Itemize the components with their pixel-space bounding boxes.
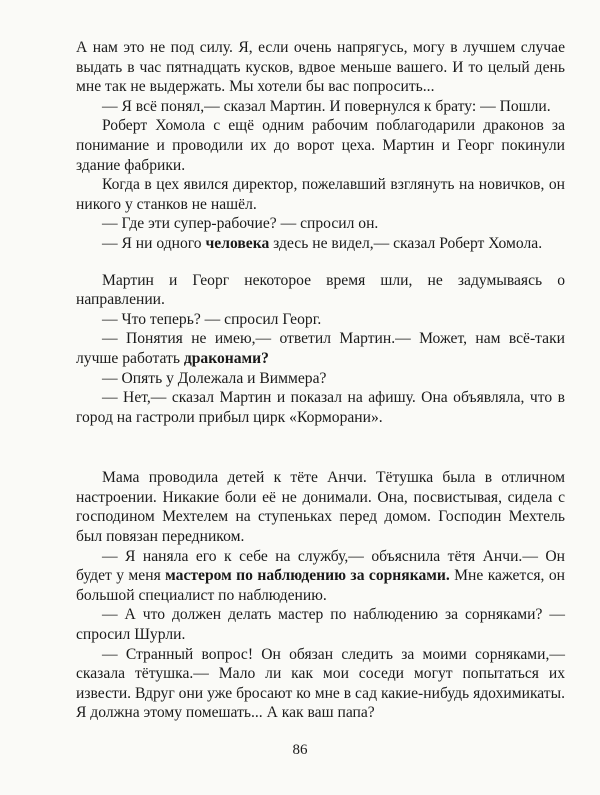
text-run: Мама проводила детей к тёте Анчи. Тётушка была в отличном настроении. Никакие боли её не донимали. Она, посвистывая, сидела с господином Мехтелем на ступеньках перед домом. Господин Мехтель был повязан передником. [76, 469, 565, 546]
paragraph-p8 [76, 310, 565, 330]
bold-text: драконами? [183, 349, 269, 367]
text-run: Роберт Хомола с ещё одним рабочим поблагодарили драконов за понимание и проводили их до ворот цеха. Мартин и Георг покинули здание фабрики. [76, 117, 565, 174]
text-run: — А что должен делать мастер по наблюдению за сорняками? — спросил Шурли. [76, 606, 565, 644]
paragraph-p2 [76, 97, 565, 117]
section-break [76, 427, 565, 468]
page-text [76, 38, 565, 723]
paragraph-p15 [76, 645, 565, 723]
bold-text: мастером по наблюдению за сорняками. [165, 567, 450, 585]
section-break [76, 254, 565, 271]
paragraph-p13 [76, 547, 565, 606]
paragraph-p3 [76, 116, 565, 175]
paragraph-p10 [76, 369, 565, 389]
text-run: — Опять у Долежала и Виммера? [102, 369, 327, 387]
text-run: — Что теперь? — спросил Георг. [102, 310, 322, 328]
text-run: — Я всё понял,— сказал Мартин. И повернулся к брату: — Пошли. [102, 97, 551, 115]
paragraph-p1 [76, 38, 565, 97]
text-run: — Понятия не имею,— ответил Мартин.— Может, нам всё-таки лучше работать [76, 330, 565, 367]
paragraph-p14 [76, 605, 565, 644]
text-run: Мартин и Георг некоторое время шли, не задумываясь о направлении. [76, 271, 565, 309]
text-run: — Где эти супер-рабочие? — спросил он. [102, 215, 379, 233]
paragraph-p9 [76, 329, 565, 368]
paragraph-p6 [76, 234, 565, 254]
paragraph-p12 [76, 468, 565, 546]
text-run: — Я ни одного [102, 234, 206, 252]
paragraph-p4 [76, 175, 565, 214]
text-run: здесь не видел,— сказал Роберт Хомола. [269, 234, 543, 252]
bold-text: человека [205, 234, 270, 252]
paragraph-p5 [76, 214, 565, 234]
text-run: — Странный вопрос! Он обязан следить за моими сорняками,— сказала тётушка.— Мало ли как мои соседи могут попытаться их извести. Вдруг они уже бросают ко мне в сад какие-нибудь ядохимикаты. Я должна этому помешать... А как ваш папа? [76, 645, 565, 722]
paragraph-p7 [76, 271, 565, 310]
text-run: Когда в цех явился директор, пожелавший взглянуть на новичков, он никого у станков не нашёл. [76, 176, 565, 213]
text-run: Мне кажется, он большой специалист по наблюдению. [76, 567, 566, 604]
page-number: 86 [292, 742, 308, 758]
text-run: А нам это не под силу. Я, если очень напрягусь, могу в лучшем случае выдать в час пятнадцать кусков, вдвое меньше вашего. И то целый день мне так не выдержать. Мы хотели бы вас попросить... [76, 39, 565, 96]
text-run: — Я наняла его к себе на службу,— объяснила тётя Анчи.— Он будет у меня [76, 547, 565, 585]
paragraph-p11 [76, 388, 565, 427]
text-run: — Нет,— сказал Мартин и показал на афишу. Она объявляла, что в город на гастроли прибыл цирк «Корморани». [76, 389, 565, 426]
